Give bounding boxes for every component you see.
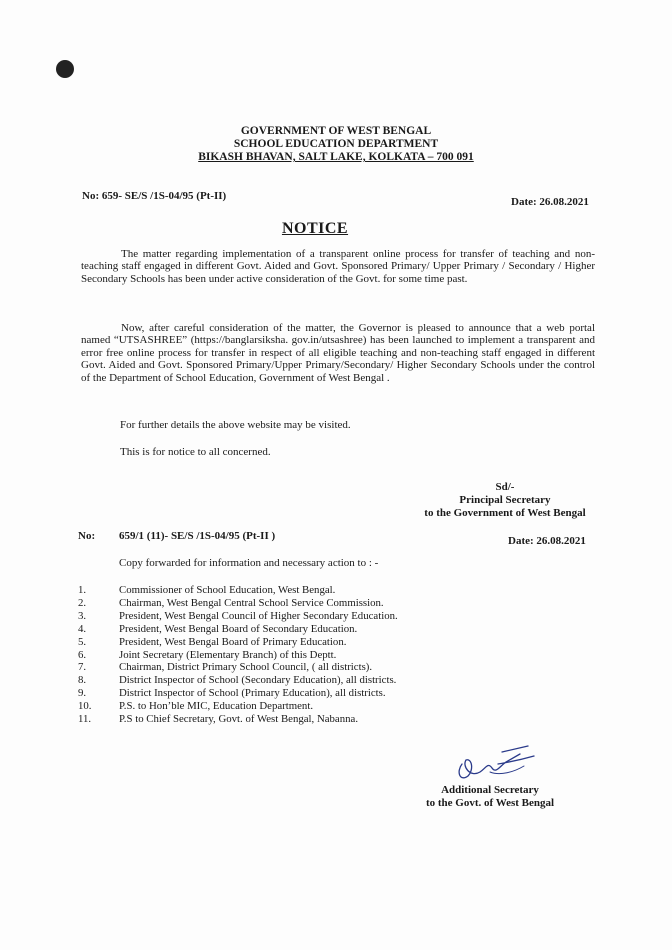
header-department: SCHOOL EDUCATION DEPARTMENT [233,138,439,150]
notice-to-all-line: This is for notice to all concerned. [120,446,271,458]
list-item: 4. President, West Bengal Board of Secondary Education. [78,622,358,635]
handwritten-signature [450,742,540,787]
signature-block-principal [370,481,640,520]
further-details-line: For further details the above website may be visited. [120,419,351,431]
reference-number: No: 659- SE/S /1S-04/95 (Pt-II) [82,190,227,202]
copy-reference-number: 659/1 (11)- SE/S /1S-04/95 (Pt-II ) [119,530,276,542]
list-item: 5. President, West Bengal Board of Primary Education. [78,635,347,648]
additional-secretary-title: Additional Secretary [441,784,539,796]
list-item: 8. District Inspector of School (Secondary Education), all districts. [78,674,397,687]
paragraph-1: The matter regarding implementation of a transparent online process for transfer of teaching and non-teaching staff engaged in different Govt. Aided and Govt. Sponsored Primary/ Upper Primary / Secondary / Higher Secondary Schools has been under active consideration of the Govt. for some time past. [81,248,595,285]
list-item: 1. Commissioner of School Education, West Bengal. [78,584,336,596]
copy-forwarded-line: Copy forwarded for information and necessary action to : - [119,557,379,569]
punch-hole [56,60,74,78]
list-item: 3. President, West Bengal Council of Higher Secondary Education. [78,609,398,622]
list-item: 7. Chairman, District Primary School Council, ( all districts). [78,661,373,674]
notice-title: NOTICE [281,220,349,237]
principal-secretary-org: to the Government of West Bengal [424,507,586,519]
paragraph-2: Now, after careful consideration of the matter, the Governor is pleased to announce that a web portal named “UTSASHREE” (https://banglarsiksha. gov.in/utsashree) has been launched to implement a transparent and error free online process for transfer in respect of all eligible teaching and non-teaching staff engaged in different Govt. Aided and Govt. Sponsored Primary/Upper Primary/Secondary/ Higher Secondary Schools under the control of the Department of School Education, Government of West Bengal . [81,322,595,384]
header-address: BIKASH BHAVAN, SALT LAKE, KOLKATA – 700 091 [198,151,474,163]
copy-reference-label: No: [78,530,96,542]
list-item: 6. Joint Secretary (Elementary Branch) of this Deptt. [78,648,337,661]
recipient-list [78,584,398,726]
list-item: 2. Chairman, West Bengal Central School Service Commission. [78,596,384,609]
principal-secretary-title: Principal Secretary [459,494,551,506]
header-government: GOVERNMENT OF WEST BENGAL [240,125,432,137]
list-item: 9. District Inspector of School (Primary Education), all districts. [78,687,386,700]
list-item: 11. P.S to Chief Secretary, Govt. of West Bengal, Nabanna. [78,713,359,726]
reference-date: Date: 26.08.2021 [511,196,589,208]
list-item: 10. P.S. to Hon’ble MIC, Education Department. [78,700,314,713]
copy-reference-date: Date: 26.08.2021 [508,535,586,547]
sd-mark: Sd/- [495,481,515,493]
signature-block-additional [390,784,590,810]
additional-secretary-org: to the Govt. of West Bengal [425,797,555,809]
